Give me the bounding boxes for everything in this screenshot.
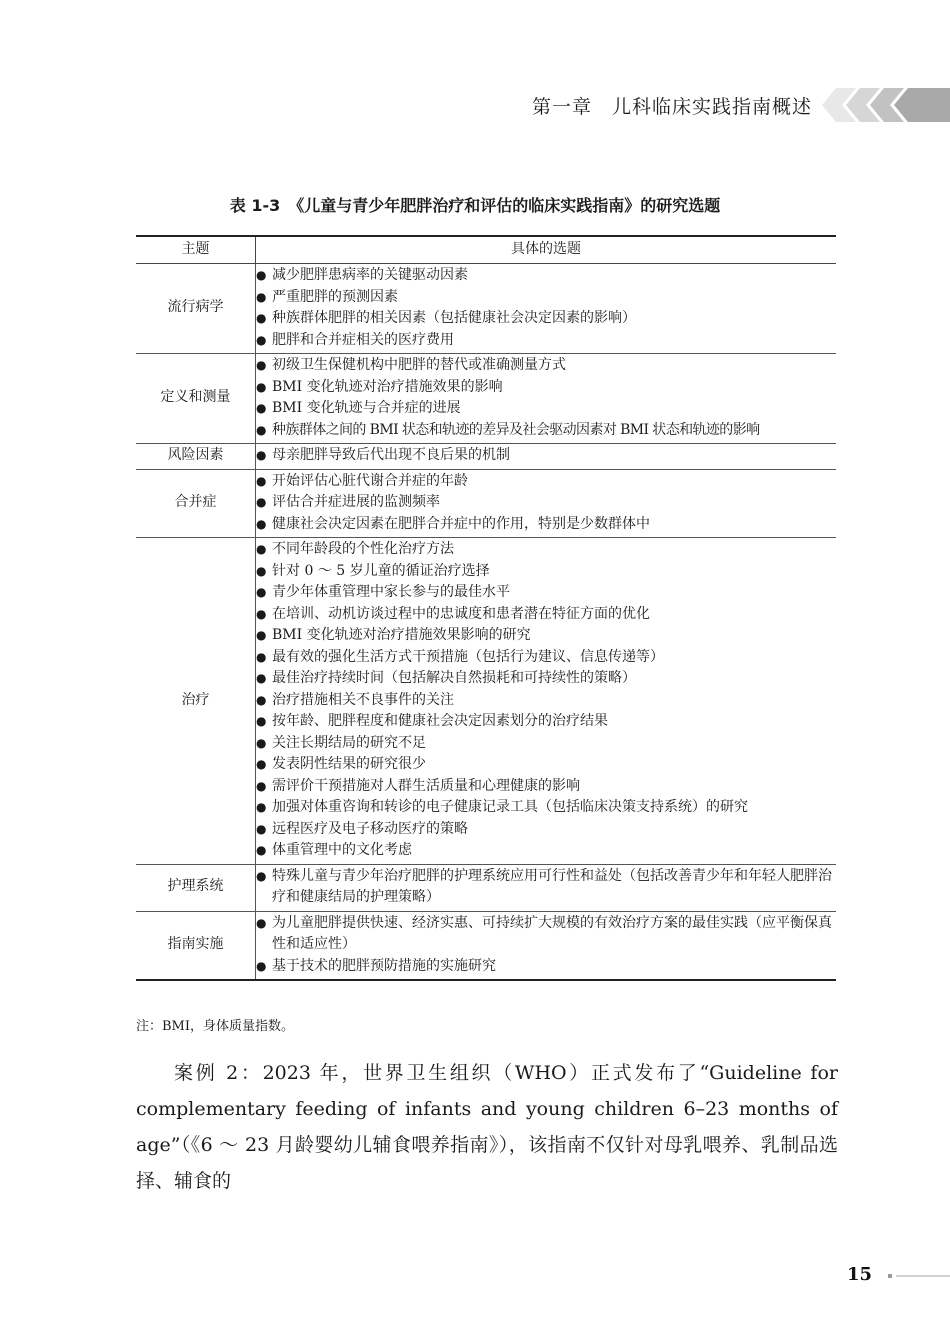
row-topic: 护理系统: [136, 864, 256, 911]
list-item: ● 肥胖和合并症相关的医疗费用: [256, 330, 836, 352]
list-item: ● BMI 变化轨迹与合并症的进展: [256, 398, 836, 420]
list-item: ● 基于技术的肥胖预防措施的实施研究: [256, 956, 836, 978]
page-number-decoration: [888, 1273, 950, 1279]
list-item: ● 为儿童肥胖提供快速、经济实惠、可持续扩大规模的有效治疗方案的最佳实践（应平衡保真性和适应性）: [256, 913, 836, 956]
table-row: [136, 354, 836, 444]
list-item: ● 最有效的强化生活方式干预措施（包括行为建议、信息传递等）: [256, 647, 836, 669]
list-item: ● 体重管理中的文化考虑: [256, 840, 836, 862]
list-item: ● 远程医疗及电子移动医疗的策略: [256, 819, 836, 841]
table-row: [136, 469, 836, 538]
case-paragraph: 案例 2：2023 年，世界卫生组织（WHO）正式发布了“Guideline for complementary feeding of infants and young children 6–23 months of age”（《6 ～ 23 月龄婴幼儿辅食喂养指南》），该指南不仅针对母乳喂养、乳制品选择、辅食的: [136, 1062, 838, 1192]
chapter-header-title: 第一章 儿科临床实践指南概述: [531, 96, 812, 118]
header-chevron-decoration: [822, 86, 950, 124]
list-item: ● 加强对体重咨询和转诊的电子健康记录工具（包括临床决策支持系统）的研究: [256, 797, 836, 819]
list-item: ● 青少年体重管理中家长参与的最佳水平: [256, 582, 836, 604]
list-item: ● 最佳治疗持续时间（包括解决自然损耗和可持续性的策略）: [256, 668, 836, 690]
row-topic: 治疗: [136, 538, 256, 865]
list-item: ● BMI 变化轨迹对治疗措施效果影响的研究: [256, 625, 836, 647]
row-topic: 合并症: [136, 469, 256, 538]
header-topic: 主题: [136, 236, 256, 264]
table-row: [136, 538, 836, 865]
page-number: 15: [847, 1264, 873, 1285]
list-item: ● 需评价干预措施对人群生活质量和心理健康的影响: [256, 776, 836, 798]
header-specific-topics: 具体的选题: [256, 236, 837, 264]
list-item: ● 针对 0 ～ 5 岁儿童的循证治疗选择: [256, 561, 836, 583]
table-row: [136, 444, 836, 470]
list-item: ● 按年龄、肥胖程度和健康社会决定因素划分的治疗结果: [256, 711, 836, 733]
list-item: ● 健康社会决定因素在肥胖合并症中的作用，特别是少数群体中: [256, 514, 836, 536]
list-item: ● 种族群体肥胖的相关因素（包括健康社会决定因素的影响）: [256, 308, 836, 330]
list-item: ● 关注长期结局的研究不足: [256, 733, 836, 755]
table-row: [136, 264, 836, 354]
row-topic: 指南实施: [136, 911, 256, 980]
table-note: 注：BMI，身体质量指数。: [136, 1019, 294, 1034]
row-topic: 定义和测量: [136, 354, 256, 444]
list-item: ● BMI 变化轨迹对治疗措施效果的影响: [256, 377, 836, 399]
list-item: ● 发表阴性结果的研究很少: [256, 754, 836, 776]
list-item: ● 治疗措施相关不良事件的关注: [256, 690, 836, 712]
list-item: ● 初级卫生保健机构中肥胖的替代或准确测量方式: [256, 355, 836, 377]
list-item: ● 在培训、动机访谈过程中的忠诚度和患者潜在特征方面的优化: [256, 604, 836, 626]
list-item: ● 种族群体之间的 BMI 状态和轨迹的差异及社会驱动因素对 BMI 状态和轨迹的影响: [256, 420, 836, 442]
list-item: ● 评估合并症进展的监测频率: [256, 492, 836, 514]
list-item: ● 不同年龄段的个性化治疗方法: [256, 539, 836, 561]
list-item: ● 特殊儿童与青少年治疗肥胖的护理系统应用可行性和益处（包括改善青少年和年轻人肥胖治疗和健康结局的护理策略）: [256, 866, 836, 909]
row-topic: 风险因素: [136, 444, 256, 470]
list-item: ● 严重肥胖的预测因素: [256, 287, 836, 309]
table-row: [136, 911, 836, 980]
row-topic: 流行病学: [136, 264, 256, 354]
list-item: ● 母亲肥胖导致后代出现不良后果的机制: [256, 445, 836, 467]
table-row: [136, 864, 836, 911]
list-item: ● 减少肥胖患病率的关键驱动因素: [256, 265, 836, 287]
table-caption: 表 1-3 《儿童与青少年肥胖治疗和评估的临床实践指南》的研究选题: [229, 196, 721, 215]
list-item: ● 开始评估心脏代谢合并症的年龄: [256, 471, 836, 493]
research-topics-table: [136, 235, 836, 981]
